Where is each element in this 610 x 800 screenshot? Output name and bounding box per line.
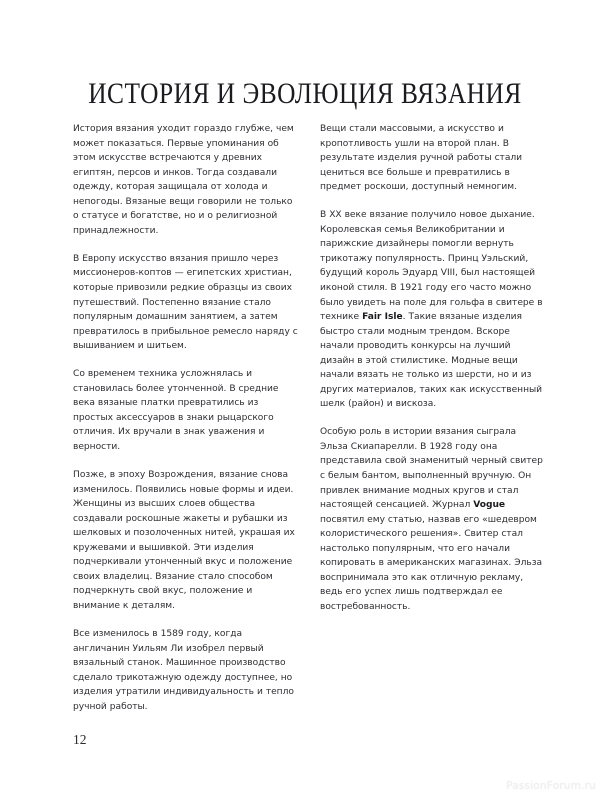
right-column [320, 122, 546, 615]
paragraph: Все изменилось в 1589 году, когда англичанин Уильям Ли изобрел первый вязальный станок. Машинное производство сделало трикотажную одежду доступнее, но изделия утратили индивидуальность и тепло ручной работы. [73, 628, 294, 712]
left-column [73, 122, 299, 714]
page-number: 12 [73, 732, 87, 747]
paragraph: Особую роль в истории вязания сыграла Эльза Скиапарелли. В 1928 году она представила свой знаменитый черный свитер с белым бантом, выполненный вручную. Он привлек внимание модных кругов и стал настоящей сенсацией. Журнал Vogue посвятил ему статью, назвав его «шедевром колористического решения». Свитер стал настолько популярным, что его начали копировать в американских магазинах. Эльза воспринимала это как отличную рекламу, ведь его успех лишь подтверждал ее востребованность. [320, 427, 543, 612]
paragraph: В XX веке вязание получило новое дыхание. Королевская семья Великобритании и парижские дизайнеры помогли вернуть трикотажу популярность. Принц Уэльский, будущий король Эдуард VIII, был настоящей иконой стиля. В 1921 году его часто можно было увидеть на поле для гольфа в свитере в технике Fair Isle. Такие вязаные изделия быстро стали модным трендом. Вскоре начали проводить конкурсы на лучший дизайн в этой стилистике. Модные вещи начали вязать не только из шерсти, но и из других материалов, таких как искусственный шелк (район) и вискоза. [320, 210, 543, 410]
two-column-body [73, 122, 545, 714]
paragraph: Вещи стали массовыми, а искусство и кропотливость ушли на второй план. В результате изделия ручной работы стали цениться все больше и превратились в предмет роскоши, доступный немногим. [320, 124, 523, 193]
paragraph: В Европу искусство вязания пришло через миссионеров-коптов — египетских христиан, которые привозили редкие образцы из своих путешествий. Постепенно вязание стало популярным домашним занятием, а затем превратилось в прибыльное ремесло наряду с вышиванием и шитьем. [73, 253, 298, 352]
paragraph: Со временем техника усложнялась и становилась более утонченной. В средние века вязаные платки превратились из простых аксессуаров в знаки рыцарского отличия. Их вручали в знак уважения и верности. [73, 369, 279, 452]
page-title: ИСТОРИЯ И ЭВОЛЮЦИЯ ВЯЗАНИЯ [88, 77, 522, 110]
paragraph: Позже, в эпоху Возрождения, вязание снова изменилось. Появились новые формы и идеи. Женщины из высших слоев общества создавали роскошные жакеты и рубашки из шелковых и позолоченных нитей, украшая их кружевами и вышивкой. Эти изделия подчеркивали утонченный вкус и положение своих владелиц. Вязание стало способом подчеркнуть свой вкус, положение и внимание к деталям. [73, 469, 295, 611]
paragraph: История вязания уходит гораздо глубже, чем может показаться. Первые упоминания об этом искусстве встречаются у древних египтян, персов и инков. Тогда создавали одежду, которая защищала от холода и непогоды. Вязаные вещи говорили не только о статусе и богатстве, но и о религиозной принадлежности. [73, 124, 294, 236]
site-watermark: PassionForum.ru [506, 780, 596, 792]
